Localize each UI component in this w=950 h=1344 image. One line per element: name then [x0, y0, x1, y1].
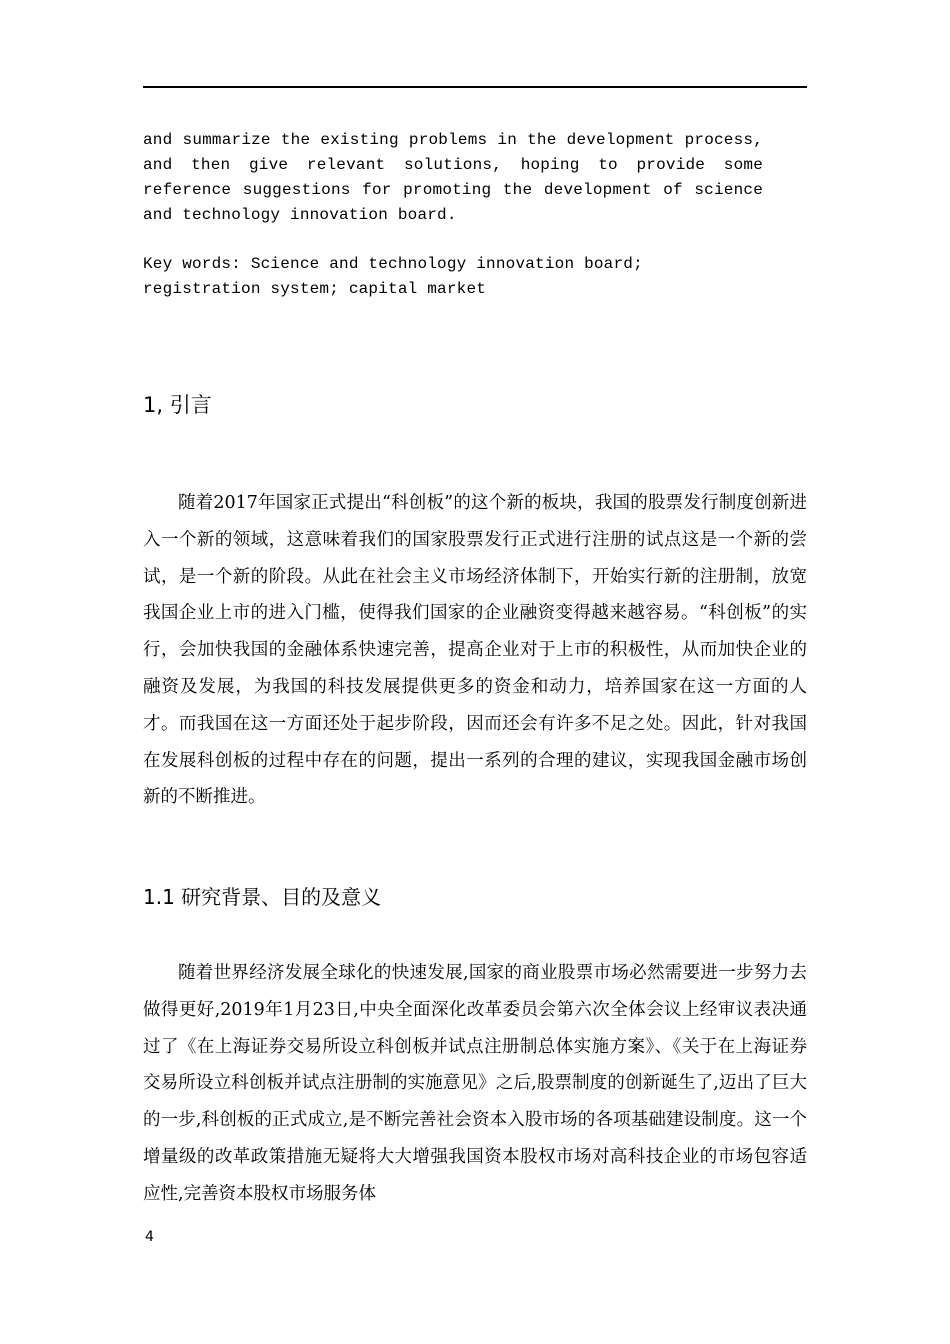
background-paragraph: 随着世界经济发展全球化的快速发展,国家的商业股票市场必然需要进一步努力去做得更好,2019年1月23日,中央全面深化改革委员会第六次全体会议上经审议表决通过了《在上海证券交易所设立科创板并试点注册制总体实施方案》、《关于在上海证券交易所设立科创板并试点注册制的实施意见》之后,股票制度的创新诞生了,迈出了巨大的一步,科创板的正式成立,是不断完善社会资本入股市场的各项基础建设制度。这一个增量级的改革政策措施无疑将大大增强我国资本股权市场对高科技企业的市场包容适应性,完善资本股权市场服务体 — [143, 963, 807, 1204]
abstract-english-text: and summarize the existing problems in the development process, and then give relevant solutions, hoping to provide some reference suggestions for promoting the development of science and technology innovation board. — [143, 131, 763, 224]
page-number: 4 — [145, 1229, 154, 1245]
introduction-paragraph: 随着2017年国家正式提出“科创板”的这个新的板块，我国的股票发行制度创新进入一个新的领域，这意味着我们的国家股票发行正式进行注册的试点这是一个新的尝试，是一个新的阶段。从此在社会主义市场经济体制下，开始实行新的注册制，放宽我国企业上市的进入门槛，使得我们国家的企业融资变得越来越容易。“科创板”的实行，会加快我国的金融体系快速完善，提高企业对于上市的积极性，从而加快企业的融资及发展，为我国的科技发展提供更多的资金和动力，培养国家在这一方面的人才。而我国在这一方面还处于起步阶段，因而还会有许多不足之处。因此，针对我国在发展科创板的过程中存在的问题，提出一系列的合理的建议，实现我国金融市场创新的不断推进。 — [143, 493, 807, 808]
header-rule — [143, 86, 807, 88]
abstract-english-keywords: Key words: Science and technology innovation board; registration system; capital market — [143, 255, 643, 298]
section-heading-background: 1.1 研究背景、目的及意义 — [143, 885, 382, 909]
section-heading-introduction: 1, 引言 — [143, 393, 212, 417]
